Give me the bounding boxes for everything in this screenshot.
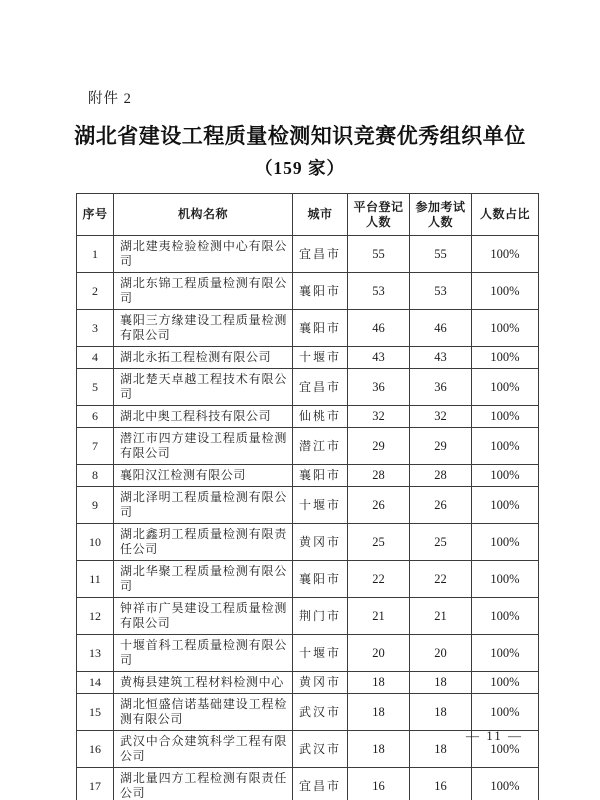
column-header-3: 平台登记人数 [348,194,410,236]
cell-city: 黄冈市 [293,672,348,694]
cell-ratio: 100% [472,347,539,369]
cell-org-name: 湖北量四方工程检测有限责任公司 [114,768,293,800]
cell-exam-count: 25 [410,524,472,561]
cell-registered-count: 29 [348,428,410,465]
cell-ratio: 100% [472,672,539,694]
table-row [77,310,539,347]
cell-exam-count: 29 [410,428,472,465]
organizations-table [76,193,539,800]
cell-ratio: 100% [472,561,539,598]
cell-registered-count: 43 [348,347,410,369]
cell-city: 十堰市 [293,347,348,369]
cell-city: 襄阳市 [293,561,348,598]
cell-seq: 16 [77,731,114,768]
cell-seq: 6 [77,406,114,428]
cell-exam-count: 18 [410,694,472,731]
cell-seq: 17 [77,768,114,800]
table-row [77,635,539,672]
table-row [77,465,539,487]
table-row [77,273,539,310]
cell-seq: 13 [77,635,114,672]
table-row [77,428,539,465]
cell-city: 襄阳市 [293,310,348,347]
cell-exam-count: 22 [410,561,472,598]
cell-registered-count: 18 [348,731,410,768]
column-header-5: 人数占比 [472,194,539,236]
cell-city: 武汉市 [293,731,348,768]
cell-ratio: 100% [472,273,539,310]
cell-registered-count: 46 [348,310,410,347]
cell-exam-count: 55 [410,236,472,273]
cell-org-name: 湖北华聚工程质量检测有限公司 [114,561,293,598]
cell-org-name: 湖北永拓工程检测有限公司 [114,347,293,369]
document-subtitle: （159 家） [254,158,346,178]
cell-seq: 1 [77,236,114,273]
column-header-1: 机构名称 [114,194,293,236]
cell-registered-count: 20 [348,635,410,672]
cell-registered-count: 16 [348,768,410,800]
cell-exam-count: 21 [410,598,472,635]
cell-org-name: 襄阳汉江检测有限公司 [114,465,293,487]
cell-org-name: 湖北鑫玥工程质量检测有限责任公司 [114,524,293,561]
cell-org-name: 钟祥市广昊建设工程质量检测有限公司 [114,598,293,635]
cell-ratio: 100% [472,487,539,524]
cell-registered-count: 36 [348,369,410,406]
cell-org-name: 武汉中合众建筑科学工程有限公司 [114,731,293,768]
cell-seq: 10 [77,524,114,561]
cell-ratio: 100% [472,768,539,800]
cell-city: 宜昌市 [293,236,348,273]
cell-ratio: 100% [472,635,539,672]
cell-exam-count: 46 [410,310,472,347]
cell-city: 襄阳市 [293,465,348,487]
cell-ratio: 100% [472,731,539,768]
cell-exam-count: 28 [410,465,472,487]
cell-seq: 3 [77,310,114,347]
cell-org-name: 湖北东锦工程质量检测有限公司 [114,273,293,310]
cell-exam-count: 32 [410,406,472,428]
cell-org-name: 黄梅县建筑工程材料检测中心 [114,672,293,694]
cell-ratio: 100% [472,406,539,428]
cell-seq: 8 [77,465,114,487]
cell-seq: 9 [77,487,114,524]
page-number: — 11 — [465,728,523,743]
cell-ratio: 100% [472,236,539,273]
table-row [77,561,539,598]
cell-seq: 7 [77,428,114,465]
table-row [77,524,539,561]
cell-registered-count: 32 [348,406,410,428]
cell-org-name: 潜江市四方建设工程质量检测有限公司 [114,428,293,465]
cell-exam-count: 36 [410,369,472,406]
cell-registered-count: 53 [348,273,410,310]
cell-org-name: 湖北泽明工程质量检测有限公司 [114,487,293,524]
cell-registered-count: 22 [348,561,410,598]
cell-exam-count: 16 [410,768,472,800]
cell-ratio: 100% [472,694,539,731]
cell-city: 十堰市 [293,635,348,672]
cell-registered-count: 28 [348,465,410,487]
cell-seq: 11 [77,561,114,598]
cell-org-name: 湖北恒盛信诺基础建设工程检测有限公司 [114,694,293,731]
cell-registered-count: 55 [348,236,410,273]
table-row [77,406,539,428]
cell-ratio: 100% [472,310,539,347]
cell-org-name: 十堰首科工程质量检测有限公司 [114,635,293,672]
cell-seq: 5 [77,369,114,406]
table-row [77,236,539,273]
table-row [77,487,539,524]
table-row [77,347,539,369]
cell-ratio: 100% [472,465,539,487]
cell-exam-count: 26 [410,487,472,524]
cell-seq: 4 [77,347,114,369]
cell-org-name: 湖北楚天卓越工程技术有限公司 [114,369,293,406]
cell-seq: 12 [77,598,114,635]
cell-exam-count: 18 [410,672,472,694]
document-title: 湖北省建设工程质量检测知识竞赛优秀组织单位 [74,124,526,148]
cell-seq: 2 [77,273,114,310]
cell-exam-count: 53 [410,273,472,310]
cell-city: 荆门市 [293,598,348,635]
cell-registered-count: 25 [348,524,410,561]
table-row [77,672,539,694]
cell-city: 襄阳市 [293,273,348,310]
cell-registered-count: 18 [348,672,410,694]
cell-org-name: 襄阳三方缘建设工程质量检测有限公司 [114,310,293,347]
cell-city: 武汉市 [293,694,348,731]
cell-org-name: 湖北中奥工程科技有限公司 [114,406,293,428]
cell-exam-count: 20 [410,635,472,672]
cell-city: 仙桃市 [293,406,348,428]
cell-city: 黄冈市 [293,524,348,561]
table-row [77,369,539,406]
cell-city: 宜昌市 [293,768,348,800]
cell-registered-count: 18 [348,694,410,731]
cell-city: 潜江市 [293,428,348,465]
column-header-0: 序号 [77,194,114,236]
cell-ratio: 100% [472,598,539,635]
cell-registered-count: 26 [348,487,410,524]
attachment-label: 附件 2 [88,91,132,107]
table-body [77,236,539,800]
cell-ratio: 100% [472,524,539,561]
table-row [77,598,539,635]
cell-ratio: 100% [472,369,539,406]
table-row [77,694,539,731]
cell-seq: 15 [77,694,114,731]
cell-seq: 14 [77,672,114,694]
table-header-row [77,194,539,236]
cell-city: 宜昌市 [293,369,348,406]
cell-registered-count: 21 [348,598,410,635]
column-header-2: 城市 [293,194,348,236]
column-header-4: 参加考试人数 [410,194,472,236]
cell-org-name: 湖北建夷检验检测中心有限公司 [114,236,293,273]
cell-ratio: 100% [472,428,539,465]
cell-exam-count: 18 [410,731,472,768]
cell-exam-count: 43 [410,347,472,369]
cell-city: 十堰市 [293,487,348,524]
table-row [77,768,539,800]
